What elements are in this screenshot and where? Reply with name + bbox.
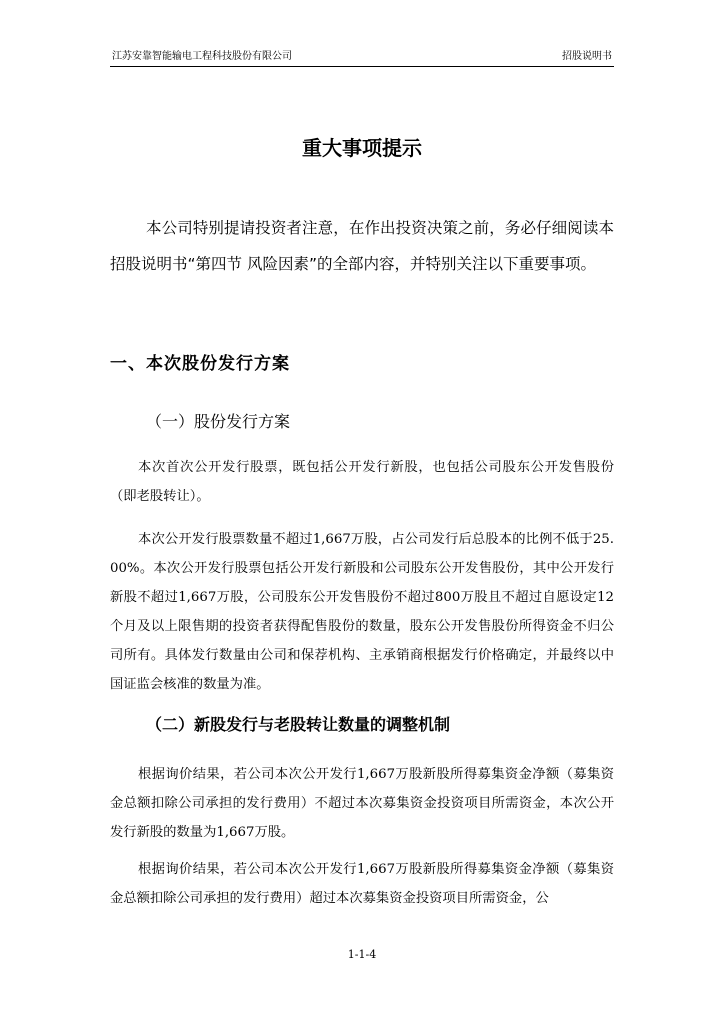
page-title: 重大事项提示 — [302, 136, 422, 160]
page-header — [110, 50, 614, 67]
intro-paragraph: 本公司特别提请投资者注意，在作出投资决策之前，务必仔细阅读本招股说明书“第四节 风险因素”的全部内容，并特别关注以下重要事项。 — [110, 219, 614, 273]
subsection-heading-2: （二）新股发行与老股转让数量的调整机制 — [146, 715, 451, 734]
subsection-heading-1: （一）股份发行方案 — [146, 412, 291, 431]
section-heading: 一、本次股份发行方案 — [110, 354, 290, 374]
body-paragraph: 本次首次公开发行股票，既包括公开发行新股，也包括公司股东公开发售股份（即老股转让）。 — [110, 460, 614, 504]
page-number: 1-1-4 — [347, 948, 377, 961]
header-company-name: 江苏安靠智能输电工程科技股份有限公司 — [112, 51, 292, 62]
body-paragraph: 根据询价结果，若公司本次公开发行1,667万股新股所得募集资金净额（募集资金总额扣除公司承担的发行费用）不超过本次募集资金投资项目所需资金，本次公开发行新股的数量为1,667万股。 — [110, 767, 614, 840]
header-document-type: 招股说明书 — [562, 51, 612, 62]
body-paragraph: 本次公开发行股票数量不超过1,667万股，占公司发行后总股本的比例不低于25.00%。本次公开发行股票包括公开发行新股和公司股东公开发售股份，其中公开发行新股不超过1,667万股，公司股东公开发售股份不超过800万股且不超过自愿设定12个月及以上限售期的投资者获得配售股份的数量，股东公开发售股份所得资金不归公司所有。具体发行数量由公司和保荐机构、主承销商根据发行价格确定，并最终以中国证监会核准的数量为准。 — [110, 532, 614, 692]
body-paragraph: 根据询价结果，若公司本次公开发行1,667万股新股所得募集资金净额（募集资金总额扣除公司承担的发行费用）超过本次募集资金投资项目所需资金，公 — [110, 862, 614, 906]
